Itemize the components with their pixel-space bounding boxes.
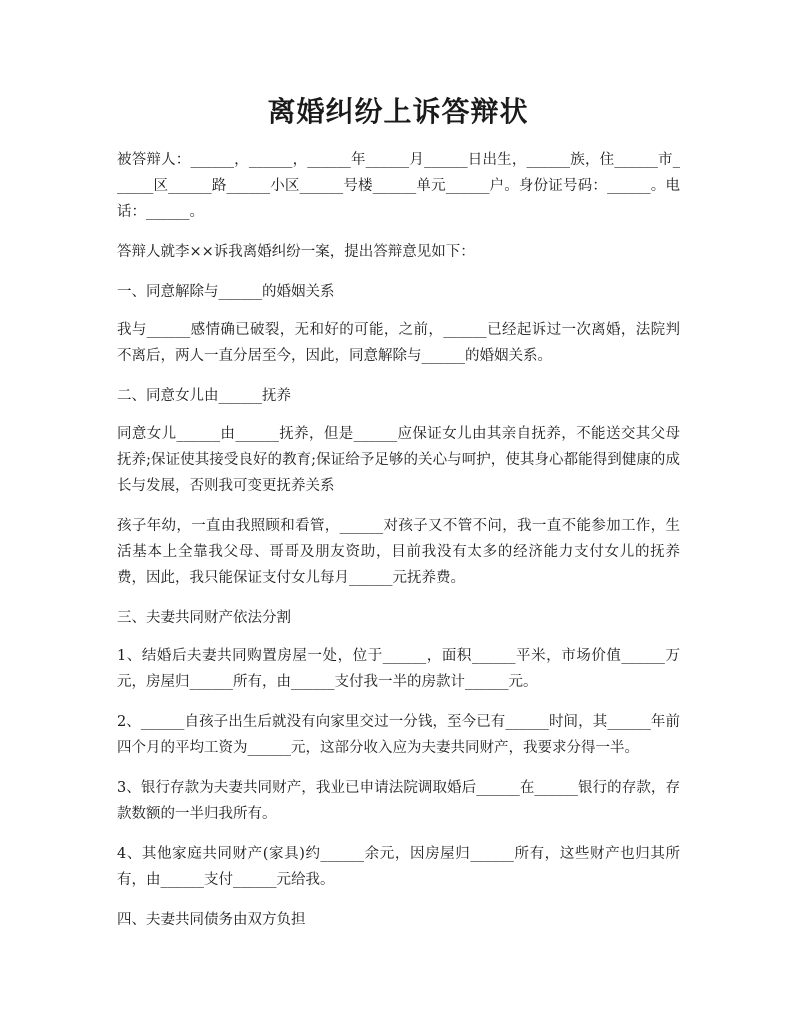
- property-item-2: 2、______自孩子出生后就没有向家里交过一分钱，至今已有______时间，其______年前四个月的平均工资为______元，这部分收入应为夫妻共同财产，我要求分得一半。: [117, 714, 680, 756]
- document-title: 离婚纠纷上诉答辩状: [267, 95, 529, 128]
- property-item-4: 4、其他家庭共同财产(家具)约______余元，因房屋归______所有，这些财产也归其所有，由______支付______元给我。: [117, 846, 680, 888]
- document-body: [117, 147, 680, 945]
- property-item-3: 3、银行存款为夫妻共同财产，我业已申请法院调取婚后______在______银行的存款，存款数额的一半归我所有。: [117, 780, 680, 822]
- respondent-info-paragraph: 被答辩人：______，______，______年______月______日出生，______族，住______市______区______路______小区______号楼______单元______户。身份证号码：______。电话：______。: [117, 152, 680, 220]
- section-2-paragraph-1: 同意女儿______由______抚养，但是______应保证女儿由其亲自抚养，不能送交其父母抚养;保证使其接受良好的教育;保证给予足够的关心与呵护，使其身心都能得到健康的成长与发展，否则我可变更抚养关系: [117, 426, 680, 494]
- section-heading-2: 二、同意女儿由______抚养: [117, 388, 291, 404]
- intro-paragraph: 答辩人就李××诉我离婚纠纷一案，提出答辩意见如下：: [117, 244, 475, 260]
- section-heading-4: 四、夫妻共同债务由双方负担: [117, 912, 306, 928]
- section-heading-3: 三、夫妻共同财产依法分割: [117, 610, 291, 626]
- section-heading-1: 一、同意解除与______的婚姻关系: [117, 284, 335, 300]
- section-1-paragraph: 我与______感情确已破裂，无和好的可能，之前，______已经起诉过一次离婚，法院判不离后，两人一直分居至今，因此，同意解除与______的婚姻关系。: [117, 322, 680, 364]
- property-item-1: 1、结婚后夫妻共同购置房屋一处，位于______，面积______平米，市场价值______万元，房屋归______所有，由______支付我一半的房款计______元。: [117, 648, 680, 690]
- section-2-paragraph-2: 孩子年幼，一直由我照顾和看管，______对孩子又不管不问，我一直不能参加工作，生活基本上全靠我父母、哥哥及朋友资助，目前我没有太多的经济能力支付女儿的抚养费，因此，我只能保证支付女儿每月______元抚养费。: [117, 518, 680, 586]
